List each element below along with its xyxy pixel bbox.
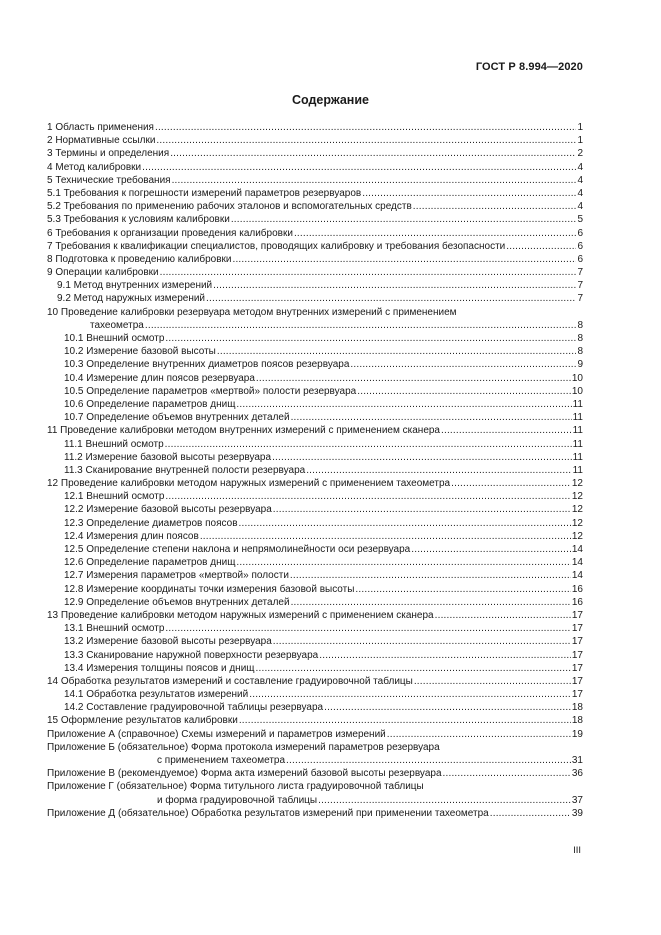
toc-entry-title: 13.1 Внешний осмотр [64, 623, 165, 635]
toc-entry-title: 10.4 Измерение длин поясов резервуара [64, 372, 255, 384]
toc-entry[interactable] [47, 306, 583, 319]
toc-entry-title: Приложение В (рекомендуемое) Форма акта измерений базовой высоты резервуара [47, 768, 442, 780]
toc-entry-page: 17 [571, 649, 583, 661]
toc-entry-title: 13.3 Сканирование наружной поверхности резервуара [64, 649, 319, 661]
toc-entry[interactable] [47, 438, 583, 451]
toc-leader-dots [273, 635, 571, 648]
toc-entry-page: 11 [572, 464, 583, 476]
toc-leader-dots [236, 398, 571, 411]
toc-entry[interactable] [47, 583, 583, 596]
toc-entry-page: 6 [577, 240, 583, 252]
toc-entry[interactable] [47, 121, 583, 134]
toc-leader-dots [324, 701, 571, 714]
toc-leader-dots [249, 688, 571, 701]
toc-entry-title: 11.1 Внешний осмотр [64, 438, 164, 450]
toc-entry-page: 12 [571, 491, 583, 503]
toc-entry-title: 10.5 Определение параметров «мертвой» полости резервуара [64, 385, 357, 397]
toc-entry-title: 12 Проведение калибровки методом наружных измерений с применением тахеометра [47, 478, 451, 490]
toc-entry-title: 4 Метод калибровки [47, 161, 142, 173]
toc-entry-page: 10 [571, 372, 583, 384]
toc-leader-dots [443, 767, 571, 780]
toc-entry-title: Приложение Б (обязательное) Форма протокола измерений параметров резервуара [47, 741, 440, 753]
toc-leader-dots [414, 675, 571, 688]
toc-entry[interactable] [47, 807, 583, 820]
toc-leader-dots [490, 807, 571, 820]
toc-leader-dots [165, 438, 572, 451]
toc-entry-page: 4 [577, 187, 583, 199]
toc-entry-page: 36 [571, 768, 583, 780]
toc-entry[interactable] [47, 622, 583, 635]
toc-entry[interactable] [47, 161, 583, 174]
toc-entry-page: 9 [577, 359, 583, 371]
toc-leader-dots [411, 543, 571, 556]
toc-entry-title: 5.3 Требования к условиям калибровки [47, 214, 230, 226]
toc-entry-page: 6 [577, 227, 583, 239]
toc-leader-dots [357, 385, 571, 398]
toc-entry-title: 9 Операции калибровки [47, 267, 159, 279]
toc-entry-title: и форма градуировочной таблицы [157, 794, 318, 806]
toc-entry-title: 3 Термины и определения [47, 148, 170, 160]
toc-leader-dots [142, 161, 576, 174]
toc-leader-dots [435, 609, 571, 622]
toc-entry[interactable] [47, 332, 583, 345]
toc-entry-title: 12.8 Измерение координаты точки измерения базовой высоты [64, 583, 355, 595]
toc-entry-title: 12.1 Внешний осмотр [64, 491, 165, 503]
toc-entry[interactable] [47, 372, 583, 385]
toc-entry[interactable] [47, 134, 583, 147]
toc-entry[interactable] [47, 530, 583, 543]
toc-entry-page: 11 [572, 398, 583, 410]
toc-leader-dots [290, 569, 571, 582]
toc-leader-dots [239, 517, 571, 530]
toc-entry-page: 14 [571, 557, 583, 569]
toc-entry-page: 14 [571, 544, 583, 555]
toc-entry[interactable] [47, 411, 583, 424]
toc-leader-dots [217, 345, 577, 358]
toc-leader-dots [355, 583, 570, 596]
toc-entry[interactable] [47, 701, 583, 714]
toc-entry[interactable] [47, 345, 583, 358]
toc-entry[interactable] [47, 754, 583, 767]
toc-entry-page: 11 [572, 451, 583, 463]
toc-entry-page: 4 [577, 161, 583, 173]
toc-entry-page: 10 [571, 385, 583, 397]
toc-entry[interactable] [47, 543, 583, 556]
toc-entry[interactable] [47, 464, 583, 477]
toc-entry[interactable] [47, 794, 583, 807]
toc-entry-title: 10.2 Измерение базовой высоты [64, 346, 216, 358]
toc-entry-page: 14 [571, 570, 583, 582]
toc-entry-page: 11 [572, 425, 583, 437]
toc-entry-page: 11 [572, 438, 583, 450]
toc-entry-title: Приложение Г (обязательное) Форма титульного листа градуировочной таблицы [47, 781, 424, 793]
toc-entry-page: 19 [571, 728, 583, 740]
toc-entry-page: 16 [571, 596, 583, 608]
toc-entry[interactable] [47, 319, 583, 332]
toc-entry-title: 12.3 Определение диаметров поясов [64, 517, 238, 529]
toc-entry-page: 12 [571, 530, 583, 542]
toc-entry-page: 17 [571, 609, 583, 621]
toc-entry-title: с применением тахеометра [157, 755, 286, 766]
page-number: III [573, 845, 581, 856]
toc-leader-dots [165, 490, 570, 503]
toc-entry-page: 4 [577, 174, 583, 186]
toc-entry-page: 8 [577, 319, 583, 331]
toc-entry[interactable] [47, 635, 583, 648]
toc-entry[interactable] [47, 596, 583, 609]
toc-leader-dots [170, 147, 576, 160]
toc-leader-dots [165, 332, 576, 345]
toc-entry-title: 14.2 Составление градуировочной таблицы резервуара [64, 702, 324, 714]
toc-entry-page: 1 [577, 122, 583, 133]
toc-entry[interactable] [47, 662, 583, 675]
toc-entry-page: 37 [571, 794, 583, 806]
toc-entry-page: 12 [571, 478, 583, 490]
toc-entry[interactable] [47, 398, 583, 411]
toc-entry[interactable] [47, 503, 583, 516]
toc-entry[interactable] [47, 147, 583, 160]
toc-leader-dots [231, 213, 577, 226]
toc-leader-dots [156, 134, 576, 147]
toc-leader-dots [213, 279, 576, 292]
toc-leader-dots [318, 794, 571, 807]
toc-entry-page: 8 [577, 346, 583, 358]
toc-entry-title: 5.1 Требования к погрешности измерений параметров резервуаров [47, 187, 362, 199]
toc-entry-title: 5 Технические требования [47, 174, 171, 186]
toc-entry-title: 10.1 Внешний осмотр [64, 333, 165, 344]
toc-leader-dots [387, 728, 571, 741]
toc-entry[interactable] [47, 780, 583, 793]
toc-entry[interactable] [47, 675, 583, 688]
toc-entry-page: 16 [571, 583, 583, 595]
toc-entry[interactable] [47, 728, 583, 741]
toc-leader-dots [236, 556, 570, 569]
toc-leader-dots [451, 477, 571, 490]
toc-entry-title: 14.1 Обработка результатов измерений [64, 689, 249, 701]
toc-entry-title: 10.3 Определение внутренних диаметров поясов резервуара [64, 359, 350, 371]
toc-entry[interactable] [47, 767, 583, 780]
toc-entry-page: 39 [571, 807, 583, 819]
toc-leader-dots [413, 200, 577, 213]
toc-entry[interactable] [47, 187, 583, 200]
toc-entry[interactable] [47, 385, 583, 398]
toc-entry-title: 15 Оформление результатов калибровки [47, 715, 238, 727]
toc-leader-dots [256, 372, 571, 385]
toc-entry[interactable] [47, 213, 583, 226]
toc-leader-dots [272, 451, 572, 464]
toc-entry[interactable] [47, 609, 583, 622]
toc-entry[interactable] [47, 741, 583, 754]
toc-leader-dots [160, 266, 577, 279]
toc-entry-page: 17 [571, 636, 583, 648]
toc-entry-page: 8 [577, 333, 583, 344]
toc-entry[interactable] [47, 266, 583, 279]
toc-entry-title: 11.2 Измерение базовой высоты резервуара [64, 451, 272, 463]
toc-entry-page: 7 [577, 267, 583, 279]
toc-entry-title: 9.1 Метод внутренних измерений [57, 280, 213, 292]
toc-entry-title: 12.7 Измерения параметров «мертвой» полости [64, 570, 289, 582]
toc-entry-page: 17 [571, 662, 583, 674]
toc-entry[interactable] [47, 517, 583, 530]
toc-entry-title: 10.7 Определение объемов внутренних деталей [64, 412, 290, 424]
toc-leader-dots [294, 227, 577, 240]
toc-entry-title: 2 Нормативные ссылки [47, 135, 156, 147]
table-of-contents [47, 121, 583, 820]
toc-entry-title: 9.2 Метод наружных измерений [57, 293, 206, 305]
toc-entry-title: 10 Проведение калибровки резервуара методом внутренних измерений с применением [47, 306, 457, 318]
toc-entry-page: 6 [577, 253, 583, 265]
toc-leader-dots [441, 424, 572, 437]
toc-entry-page: 17 [571, 623, 583, 635]
toc-entry-page: 7 [577, 280, 583, 292]
toc-entry-page: 31 [571, 755, 583, 766]
toc-leader-dots [506, 240, 576, 253]
toc-entry-title: 14 Обработка результатов измерений и составление градуировочной таблицы [47, 675, 413, 687]
toc-entry[interactable] [47, 253, 583, 266]
toc-entry-title: 12.5 Определение степени наклона и непрямолинейности оси резервуара [64, 544, 411, 555]
toc-entry-title: Приложение Д (обязательное) Обработка результатов измерений при применении тахеометра [47, 807, 489, 819]
document-header: ГОСТ Р 8.994—2020 [475, 61, 583, 73]
toc-entry-page: 12 [571, 517, 583, 529]
toc-entry[interactable] [47, 240, 583, 253]
toc-leader-dots [291, 596, 571, 609]
toc-leader-dots [206, 292, 576, 305]
toc-leader-dots [172, 174, 577, 187]
toc-leader-dots [155, 121, 576, 134]
toc-entry-title: Приложение А (справочное) Схемы измерений и параметров измерений [47, 728, 386, 740]
toc-entry-title: 6 Требования к организации проведения калибровки [47, 227, 293, 239]
toc-entry-title: 10.6 Определение параметров днищ [64, 398, 236, 410]
toc-entry-title: 13 Проведение калибровки методом наружных измерений с применением сканера [47, 609, 434, 621]
toc-entry-page: 17 [571, 689, 583, 701]
toc-entry-page: 11 [572, 412, 583, 424]
toc-leader-dots [145, 319, 577, 332]
toc-entry-page: 18 [571, 715, 583, 727]
toc-entry[interactable] [47, 424, 583, 437]
toc-leader-dots [165, 622, 570, 635]
toc-leader-dots [232, 253, 576, 266]
toc-entry[interactable] [47, 292, 583, 305]
toc-entry-title: 7 Требования к квалификации специалистов, проводящих калибровку и требования безопасности [47, 240, 506, 252]
toc-entry[interactable] [47, 358, 583, 371]
toc-entry-page: 18 [571, 702, 583, 714]
toc-entry-title: 12.4 Измерения длин поясов [64, 530, 199, 542]
toc-leader-dots [319, 649, 571, 662]
toc-entry-title: тахеометра [90, 319, 144, 331]
toc-entry[interactable] [47, 688, 583, 701]
toc-entry-page: 17 [571, 675, 583, 687]
toc-entry-title: 13.4 Измерения толщины поясов и днищ [64, 662, 255, 674]
toc-entry-page: 2 [577, 148, 583, 160]
toc-entry[interactable] [47, 714, 583, 727]
toc-entry-page: 4 [577, 201, 583, 213]
toc-entry-page: 7 [577, 293, 583, 305]
toc-leader-dots [273, 503, 571, 516]
toc-entry[interactable] [47, 477, 583, 490]
toc-entry[interactable] [47, 490, 583, 503]
toc-entry-title: 12.6 Определение параметров днищ [64, 557, 236, 569]
toc-leader-dots [362, 187, 576, 200]
toc-leader-dots [239, 714, 571, 727]
toc-entry-title: 12.9 Определение объемов внутренних деталей [64, 596, 290, 608]
toc-entry[interactable] [47, 569, 583, 582]
toc-entry[interactable] [47, 556, 583, 569]
toc-entry[interactable] [47, 451, 583, 464]
toc-entry-title: 1 Область применения [47, 122, 154, 133]
toc-entry-title: 8 Подготовка к проведению калибровки [47, 253, 232, 265]
toc-leader-dots [291, 411, 572, 424]
toc-leader-dots [286, 754, 571, 767]
toc-entry-title: 13.2 Измерение базовой высоты резервуара [64, 636, 272, 648]
toc-entry-page: 5 [577, 214, 583, 226]
toc-entry[interactable] [47, 227, 583, 240]
toc-entry-page: 1 [577, 135, 583, 147]
toc-entry[interactable] [47, 649, 583, 662]
toc-leader-dots [350, 358, 576, 371]
toc-entry-title: 11 Проведение калибровки методом внутренних измерений с применением сканера [47, 425, 440, 437]
toc-entry-page: 12 [571, 504, 583, 516]
toc-title: Содержание [291, 93, 369, 107]
toc-entry-title: 11.3 Сканирование внутренней полости резервуара [64, 464, 306, 476]
toc-leader-dots [200, 530, 571, 543]
toc-entry[interactable] [47, 174, 583, 187]
toc-entry[interactable] [47, 279, 583, 292]
toc-leader-dots [256, 662, 571, 675]
toc-leader-dots [306, 464, 571, 477]
toc-entry[interactable] [47, 200, 583, 213]
toc-entry-title: 5.2 Требования по применению рабочих эталонов и вспомогательных средств [47, 201, 412, 213]
toc-entry-title: 12.2 Измерение базовой высоты резервуара [64, 504, 272, 516]
